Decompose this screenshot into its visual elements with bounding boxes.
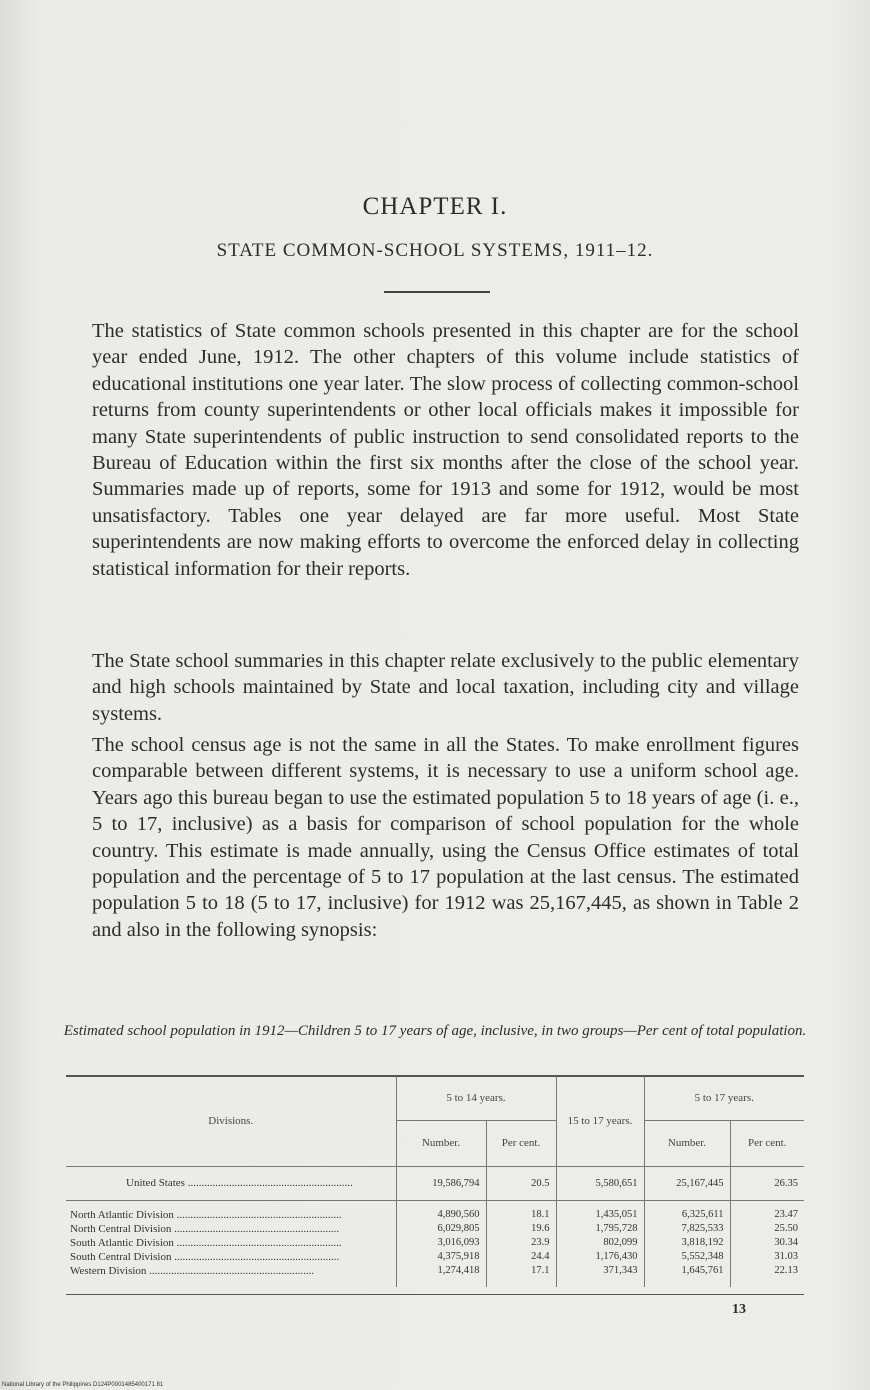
- chapter-subtitle: STATE COMMON-SCHOOL SYSTEMS, 1911–12.: [216, 240, 654, 261]
- row-label: North Central Division ............................................................: [70, 1222, 340, 1235]
- cell-number-5-14: 3,016,093: [396, 1236, 486, 1250]
- table-row-total: [66, 1166, 804, 1200]
- cell-number-5-14: 4,375,918: [396, 1250, 486, 1264]
- row-label: Western Division ............................................................: [70, 1264, 315, 1277]
- cell-number-15-17: 1,795,728: [556, 1222, 644, 1236]
- chapter-heading: CHAPTER I.: [362, 193, 508, 220]
- table-row: [66, 1236, 804, 1250]
- cell-percent-5-17: 26.35: [730, 1166, 804, 1200]
- cell-percent-5-14: 24.4: [486, 1250, 556, 1264]
- cell-number-5-14: 1,274,418: [396, 1264, 486, 1287]
- header-percent-1: Per cent.: [486, 1120, 556, 1166]
- header-5-17: 5 to 17 years.: [644, 1076, 804, 1120]
- row-label: North Atlantic Division ............................................................: [70, 1208, 342, 1221]
- cell-number-5-17: 7,825,533: [644, 1222, 730, 1236]
- table-bottom-rule: [66, 1294, 804, 1295]
- cell-percent-5-14: 17.1: [486, 1264, 556, 1287]
- cell-number-15-17: 5,580,651: [556, 1166, 644, 1200]
- table-row: [66, 1222, 804, 1236]
- cell-percent-5-17: 30.34: [730, 1236, 804, 1250]
- cell-percent-5-17: 31.03: [730, 1250, 804, 1264]
- cell-number-15-17: 802,099: [556, 1236, 644, 1250]
- table-row: [66, 1250, 804, 1264]
- table-caption: Estimated school population in 1912—Children 5 to 17 years of age, inclusive, in two groups—Per cent of total population.: [63, 1023, 807, 1039]
- header-number-2: Number.: [644, 1120, 730, 1166]
- paragraph-1: The statistics of State common schools presented in this chapter are for the school year ended June, 1912. The other chapters of this volume include statistics of educational institutions one year later. The slow process of collecting common-school returns from county superintendents or other local officials makes it impossible for many State superintendents of public instruction to send consolidated reports to the Bureau of Education within the first six months after the close of the school year. Summaries made up of reports, some for 1913 and some for 1912, would be most unsatisfactory. Tables one year delayed are far more useful. Most State superintendents are now making efforts to overcome the enforced delay in collecting statistical information for their reports.: [92, 320, 799, 580]
- cell-number-15-17: 1,176,430: [556, 1250, 644, 1264]
- title-divider: [384, 291, 490, 293]
- cell-number-5-17: 3,818,192: [644, 1236, 730, 1250]
- cell-number-15-17: 1,435,051: [556, 1200, 644, 1222]
- header-number-1: Number.: [396, 1120, 486, 1166]
- row-label: South Atlantic Division ............................................................: [70, 1236, 342, 1249]
- cell-number-5-17: 1,645,761: [644, 1264, 730, 1287]
- cell-number-5-17: 25,167,445: [644, 1166, 730, 1200]
- cell-number-5-14: 4,890,560: [396, 1200, 486, 1222]
- cell-number-5-14: 6,029,805: [396, 1222, 486, 1236]
- scan-footer: National Library of the Philippines D124P0001485400171 81: [2, 1382, 164, 1388]
- header-percent-2: Per cent.: [730, 1120, 804, 1166]
- row-label: United States ............................................................: [126, 1177, 353, 1189]
- cell-number-5-14: 19,586,794: [396, 1166, 486, 1200]
- table-row: [66, 1200, 804, 1222]
- table-row: [66, 1264, 804, 1287]
- population-table: [66, 1075, 804, 1287]
- page-number: 13: [732, 1302, 746, 1317]
- cell-percent-5-14: 20.5: [486, 1166, 556, 1200]
- cell-percent-5-17: 23.47: [730, 1200, 804, 1222]
- header-5-14: 5 to 14 years.: [396, 1076, 556, 1120]
- cell-number-15-17: 371,343: [556, 1264, 644, 1287]
- cell-number-5-17: 6,325,611: [644, 1200, 730, 1222]
- cell-number-5-17: 5,552,348: [644, 1250, 730, 1264]
- cell-percent-5-14: 23.9: [486, 1236, 556, 1250]
- paragraph-3: The school census age is not the same in all the States. To make enrollment figures comparable between different systems, it is necessary to use a uniform school age. Years ago this bureau began to use the estimated population 5 to 18 years of age (i. e., 5 to 17, inclusive) as a basis for comparison of school population for the whole country. This estimate is made annually, using the Census Office estimates of total population and the percentage of 5 to 17 population at the last census. The estimated population 5 to 18 (5 to 17, inclusive) for 1912 was 25,167,445, as shown in Table 2 and also in the following synopsis:: [92, 734, 799, 941]
- row-label: South Central Division ............................................................: [70, 1250, 340, 1263]
- cell-percent-5-14: 18.1: [486, 1200, 556, 1222]
- cell-percent-5-14: 19.6: [486, 1222, 556, 1236]
- paragraph-2: The State school summaries in this chapter relate exclusively to the public elementary and high schools maintained by State and local taxation, including city and village systems.: [92, 650, 799, 725]
- cell-percent-5-17: 25.50: [730, 1222, 804, 1236]
- header-15-17: 15 to 17 years.: [556, 1076, 644, 1166]
- header-divisions: Divisions.: [66, 1076, 396, 1166]
- cell-percent-5-17: 22.13: [730, 1264, 804, 1287]
